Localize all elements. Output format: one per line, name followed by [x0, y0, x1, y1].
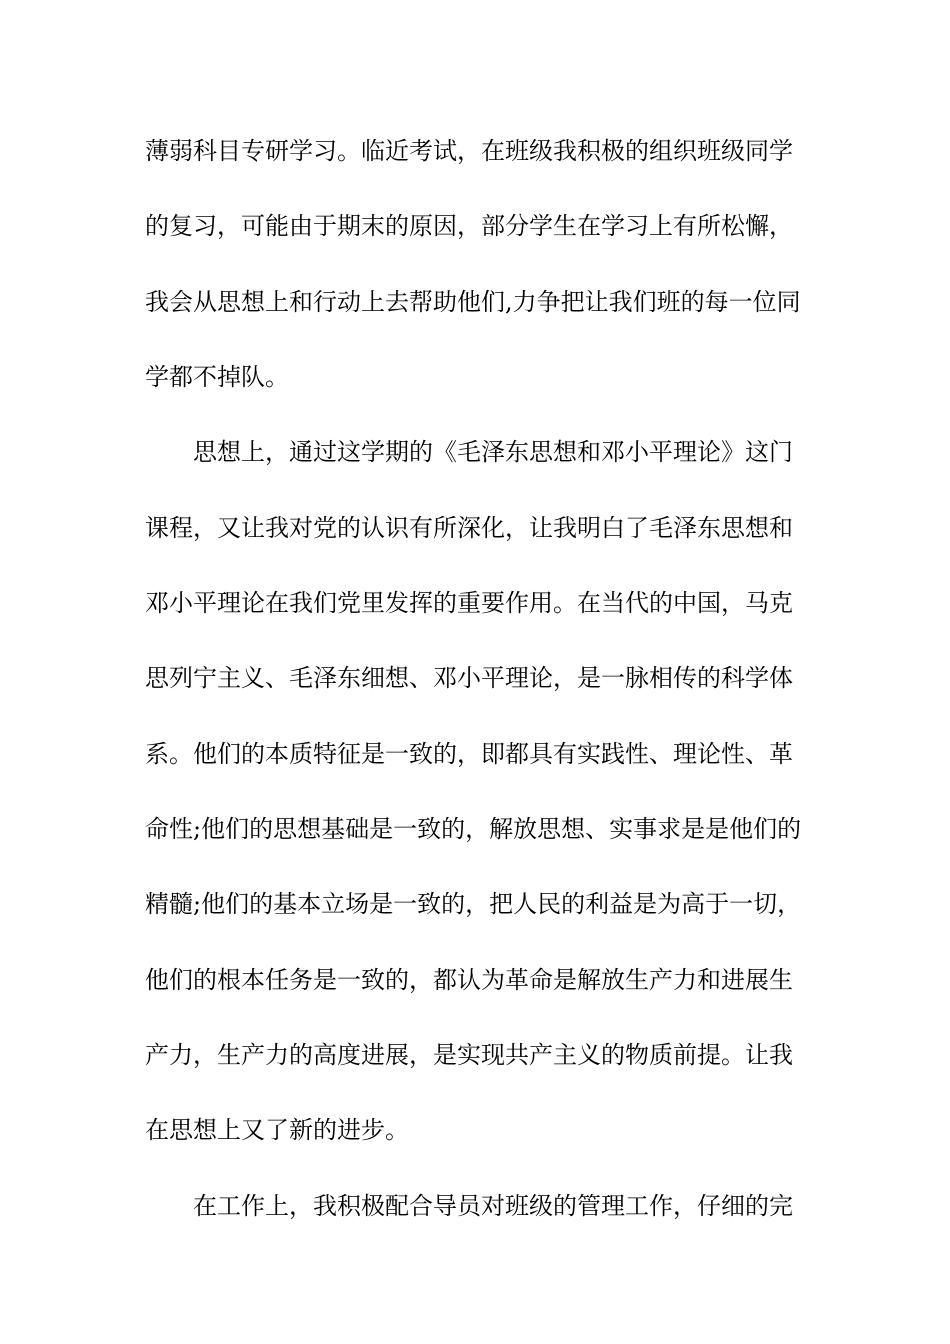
text-line: 在工作上，我积极配合导员对班级的管理工作，仔细的完	[193, 1192, 793, 1220]
text-line: 思想上，通过这学期的《毛泽东思想和邓小平理论》这门	[193, 438, 793, 466]
text-line: 思列宁主义、毛泽东细想、邓小平理论，是一脉相传的科学体	[145, 664, 793, 692]
text-line: 薄弱科目专研学习。临近考试，在班级我积极的组织班级同学	[145, 137, 793, 165]
text-line: 学都不掉队。	[145, 363, 289, 391]
text-line: 他们的根本任务是一致的，都认为革命是解放生产力和进展生	[145, 966, 793, 994]
text-line: 系。他们的本质特征是一致的，即都具有实践性、理论性、革	[145, 740, 793, 768]
text-line: 精髓;他们的基本立场是一致的，把人民的利益是为高于一切，	[145, 890, 802, 918]
text-line: 我会从思想上和行动上去帮助他们,力争把让我们班的每一位同	[145, 288, 801, 316]
text-line: 命性;他们的思想基础是一致的，解放思想、实事求是是他们的	[145, 815, 802, 843]
text-line: 的复习，可能由于期末的原因，部分学生在学习上有所松懈，	[145, 212, 793, 240]
text-line: 邓小平理论在我们党里发挥的重要作用。在当代的中国，马克	[145, 589, 793, 617]
text-line: 课程，又让我对党的认识有所深化，让我明白了毛泽东思想和	[145, 514, 793, 542]
text-line: 在思想上又了新的进步。	[145, 1116, 409, 1144]
text-line: 产力，生产力的高度进展，是实现共产主义的物质前提。让我	[145, 1041, 793, 1069]
